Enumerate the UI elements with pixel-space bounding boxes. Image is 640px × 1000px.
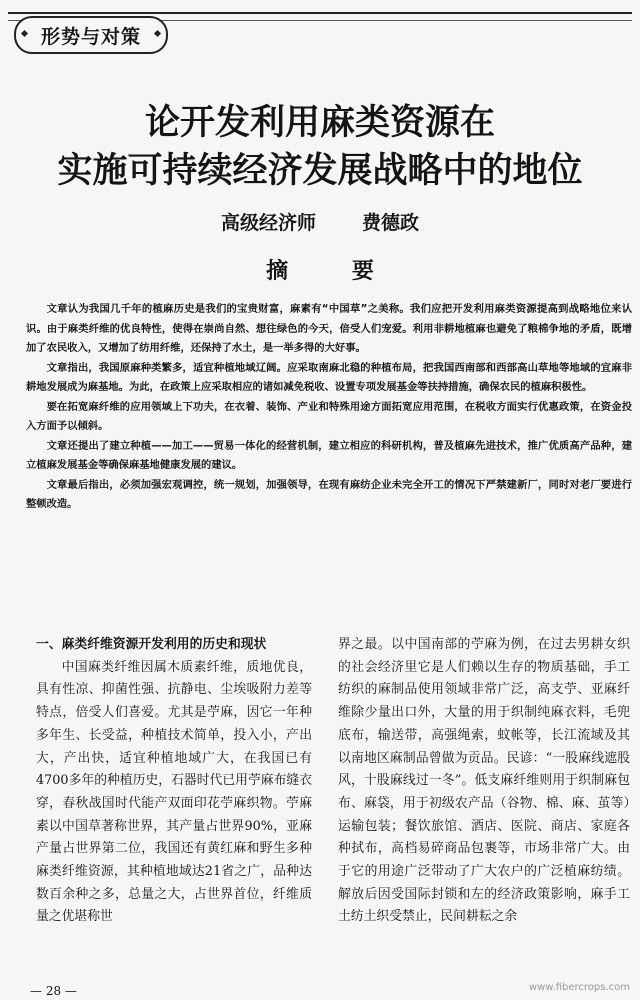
body-paragraph: 界之最。以中国南部的苧麻为例，在过去男耕女织的社会经济里它是人们赖以生存的物质基础，手工纺织的麻制品使用领域非常广泛，高支苧、亚麻纤维除少量出口外，大量的用于织制纯麻衣料，毛兜底布，输送带，高强绳索，蚊帐等，长江流域及其以南地区麻制品曾做为贡品。民谚：“一股麻线遮股风，十股麻线过一冬”。低支麻纤维则用于织制麻包布、麻袋，用于初级农产品（谷物、棉、麻、茧等）运输包装；餐饮旅馆、酒店、医院、商店、家庭各种拭布，高档易碎商品包裹等，市场非常广大。由于它的用途广泛带动了广大农户的广泛植麻纺绩。解放后因受国际封锁和左的经济政策影响，麻手工土纺土织受禁止，民间耕耘之余 (338, 637, 630, 925)
diamond-ornament-icon (154, 30, 161, 37)
body-paragraph: 中国麻类纤维因属木质素纤维，质地优良，具有性凉、抑菌性强、抗静电、尘埃吸附力差等特点，倍受人们喜爱。尤其是苧麻，因它一年种多年生、长受益，种植技术简单，投入小，产出大，产出快，适宜种植地域广大，在我国已有4700多年的种植历史，石器时代已用苧麻布缝衣穿，春秋战国时代能产双面印花苧麻织物。苧麻素以中国草著称世界，其产量占世界90%，亚麻产量占世界第二位，我国还有黄红麻和野生多种麻类纤维资源，其种植地域达21省之广，品种达数百余种之多，总量之大，占世界首位，纤维质量之优堪称世 (36, 659, 312, 925)
header-rule-top (8, 12, 632, 14)
diamond-ornament-icon (21, 30, 28, 37)
body-column-left (36, 634, 312, 929)
author-title: 高级经济师 (220, 212, 316, 234)
abstract-paragraph: 文章最后指出，必须加强宏观调控，统一规划，加强领导，在现有麻纺企业未完全开工的情况下严禁建新厂，同时对老厂要进行整顿改造。 (26, 478, 632, 510)
section-label-badge (14, 16, 168, 54)
byline (0, 208, 640, 235)
article-title-line-2: 实施可持续经济发展战略中的地位 (57, 151, 583, 191)
abstract-paragraph: 文章指出，我国原麻种类繁多，适宜种植地域辽阔。应采取南麻北稳的种植布局，把我国西南部和西部高山草地等地域的宜麻非耕地发展成为麻基地。为此，在政策上应采取相应的诸如减免税收、设置专项发展基金等扶持措施，确保农民的植麻积极性。 (26, 361, 632, 393)
abstract-paragraph: 文章认为我国几千年的植麻历史是我们的宝贵财富，麻素有“中国草”之美称。我们应把开发利用麻类资源提高到战略地位来认识。由于麻类纤维的优良特性，使得在崇尚自然、想往绿色的今天，倍受人们宠爱。利用非耕地植麻也避免了粮棉争地的矛盾，既增加了农民收入，又增加了纺用纤维，还保持了水土，是一举多得的大好事。 (26, 303, 632, 354)
abstract-paragraph: 文章还提出了建立种植——加工——贸易一体化的经营机制，建立相应的科研机构，普及植麻先进技术，推广优质高产品种，建立植麻发展基金等确保麻基地健康发展的建议。 (26, 439, 632, 471)
watermark: www.fibercrops.com (528, 982, 630, 993)
abstract-paragraph: 要在拓宽麻纤维的应用领域上下功夫，在衣着、装饰、产业和特殊用途方面拓宽应用范围，在税收方面实行优惠政策，在资金投入方面予以倾斜。 (26, 400, 632, 432)
abstract (26, 300, 632, 515)
page-number: — 28 — (30, 984, 77, 998)
body-column-right (338, 634, 630, 929)
author-name: 费德政 (362, 212, 420, 234)
abstract-heading: 摘 要 (266, 259, 402, 284)
article-title-line-1: 论开发利用麻类资源在 (144, 103, 495, 143)
section-label: 形势与对策 (40, 25, 141, 48)
section-heading: 一、麻类纤维资源开发利用的历史和现状 (36, 637, 267, 652)
